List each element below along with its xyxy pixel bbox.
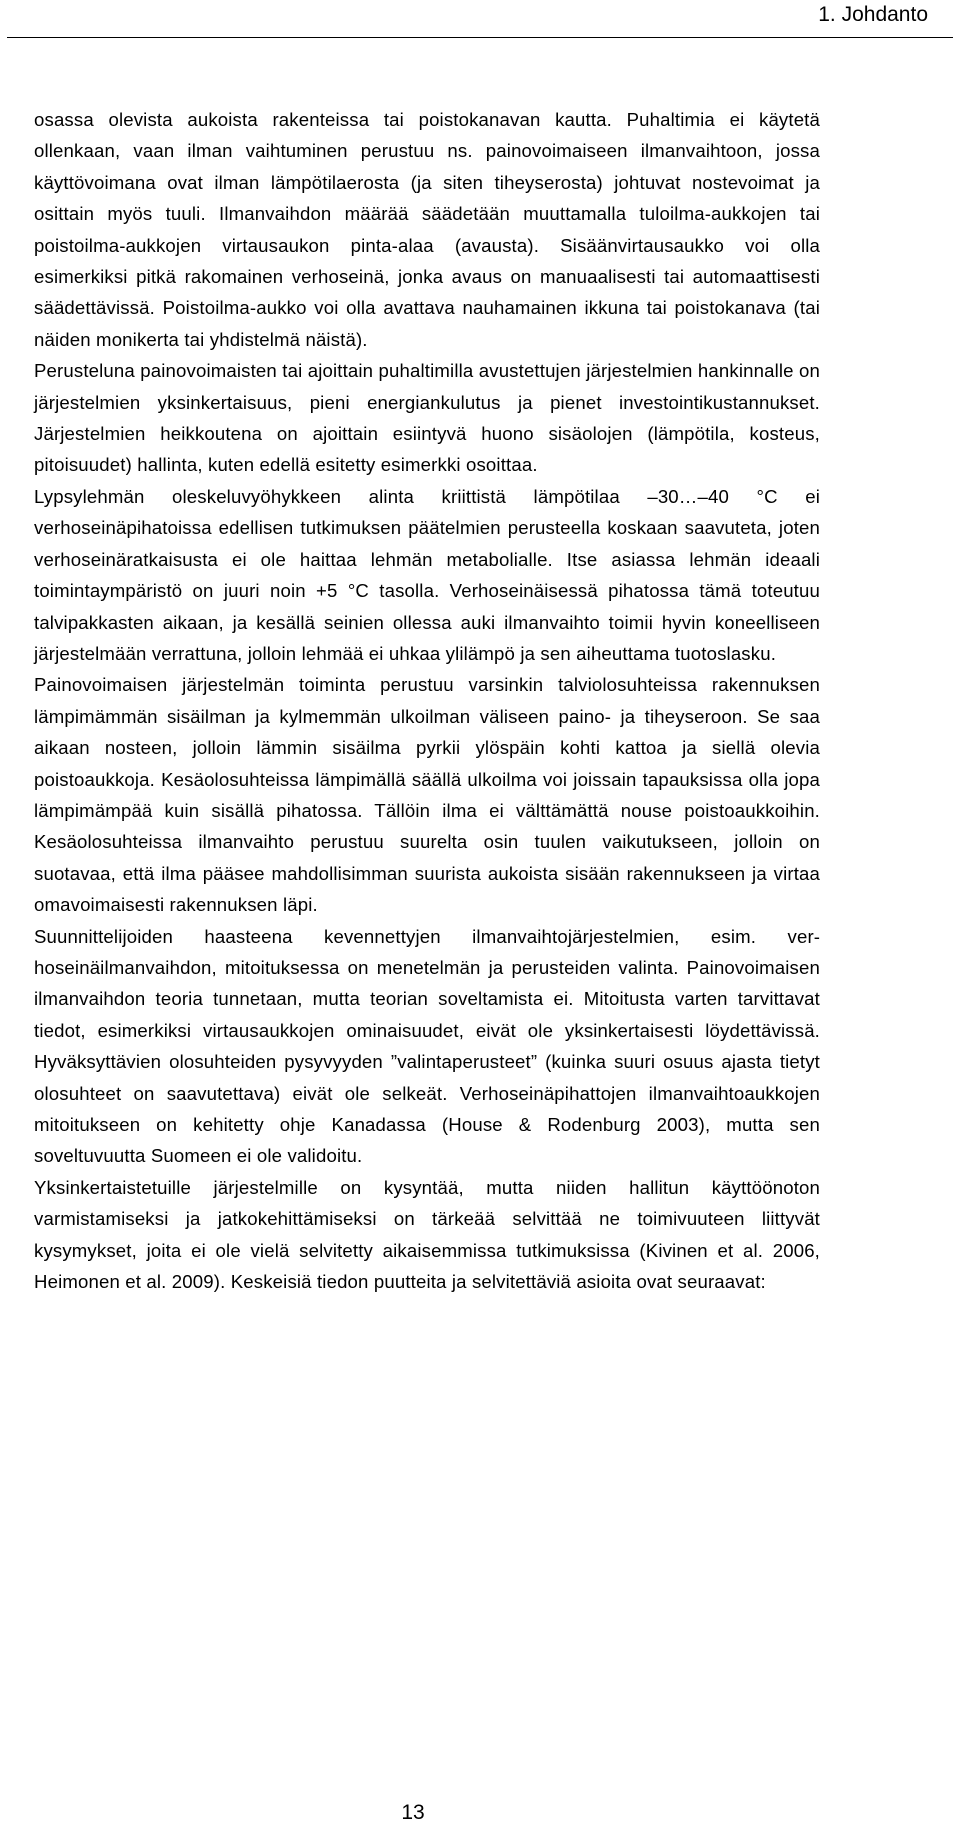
chapter-title: 1. Johdanto (818, 3, 928, 26)
page-header (0, 0, 960, 44)
paragraph: Painovoimaisen järjestelmän toiminta perustuu varsinkin talviolosuhteissa rakennuksen lämpimämmän sisäilman ja kylmemmän ulkoilman väliseen paino- ja tiheyseroon. Se saa aikaan nosteen, jolloin lämmin sisäilma pyrkii ylöspäin kohti kattoa ja siellä olevia poistoaukkoja. Kesäolosuhteissa lämpimällä säällä ulkoilma voi joissain tapauksissa olla jopa lämpimämpää kuin sisällä pihatossa. Tällöin ilma ei välttämättä nouse poistoaukkoihin. Kesäolosuhteissa ilmanvaihto perustuu suurelta osin tuulen vaikutukseen, jolloin on suotavaa, että ilma pääsee mahdollisimman suurista aukoista sisään rakennukseen ja virtaa omavoimaisesti rakennuksen läpi. (34, 674, 820, 916)
paragraph: Yksinkertaistetuille järjestelmille on kysyntää, mutta niiden hallitun käyttöönoton varmistamiseksi ja jatkokehittämiseksi on tärkeää selvittää ne toimivuuteen liittyvät kysymykset, joita ei ole vielä selvitetty aikaisemmissa tutkimuksissa (Kivinen et al. 2006, Heimonen et al. 2009). Keskeisiä tiedon puutteita ja selvitettäviä asioita ovat seuraavat: (34, 1176, 820, 1293)
header-rule (7, 37, 953, 38)
paragraph: osassa olevista aukoista rakenteissa tai poistokanavan kautta. Puhaltimia ei käytetä ollenkaan, vaan ilman vaihtuminen perustuu ns. painovoimaiseen ilmanvaihtoon, jossa käyttövoimana ovat ilman lämpötilaerosta (ja siten tiheyserosta) johtuvat nostevoimat ja osittain myös tuuli. Ilmanvaihdon määrää säädetään muuttamalla tuloilma-aukkojen tai poistoilma-aukkojen virtausaukon pinta-alaa (avausta). Sisäänvirtausaukko voi olla esimerkiksi pitkä rakomainen verhoseinä, jonka avaus on manuaalisesti tai automaattisesti säädettävissä. Poistoilma-aukko voi olla avattava nauhamainen ikkuna tai poistokanava (tai näiden monikerta tai yhdistelmä näistä). (34, 109, 820, 350)
paragraph: Perusteluna painovoimaisten tai ajoittain puhaltimilla avustettujen järjestelmien hankinnalle on järjestelmien yksinkertaisuus, pieni energiankulutus ja pienet investointikustannukset. Järjestelmien heikkoutena on ajoittain esiintyvä huono sisäolojen (lämpötila, kosteus, pitoisuudet) hallinta, kuten edellä esitetty esimerkki osoittaa. (34, 360, 820, 476)
body-text (34, 104, 820, 1297)
page-number: 13 (401, 1801, 425, 1824)
paragraph: Lypsylehmän oleskeluvyöhykkeen alinta kriittistä lämpötilaa –30…–40 °C ei verhoseinäpihatoissa edellisen tutkimuksen päätelmien perusteella koskaan saavuteta, joten verhoseinäratkaisusta ei ole haittaa lehmän metabolialle. Itse asiassa lehmän ideaali toimintaympäristö on juuri noin +5 °C tasolla. Verhoseinäisessä pihatossa tämä toteutuu talvipakkasten aikaan, ja kesällä seinien ollessa auki ilmanvaihto toimii hyvin koneelliseen järjestelmään verrattuna, jolloin lehmää ei uhkaa ylilämpö ja sen aiheuttama tuotoslasku. (34, 485, 820, 664)
paragraph: Suunnittelijoiden haasteena kevennettyjen ilmanvaihtojärjestelmien, esim. verhoseinäilmanvaihdon, mitoituksessa on menetelmän ja perusteiden valinta. Painovoimaisen ilmanvaihdon teoria tunnetaan, mutta teorian soveltamista ei. Mitoitusta varten tarvittavat tiedot, esimerkiksi virtausaukkojen ominaisuudet, eivät ole yksinkertaisesti löydettävissä. Hyväksyttävien olosuhteiden pysyvyyden ”valintaperusteet” (kuinka suuri osuus ajasta tietyt olosuhteet on saavutettava) eivät ole selkeät. Verhoseinäpihattojen ilmanvaihtoaukkojen mitoitukseen on kehitetty ohje Kanadassa (House & Rodenburg 2003), mutta sen soveltuvuutta Suomeen ei ole validoitu. (34, 925, 820, 1167)
